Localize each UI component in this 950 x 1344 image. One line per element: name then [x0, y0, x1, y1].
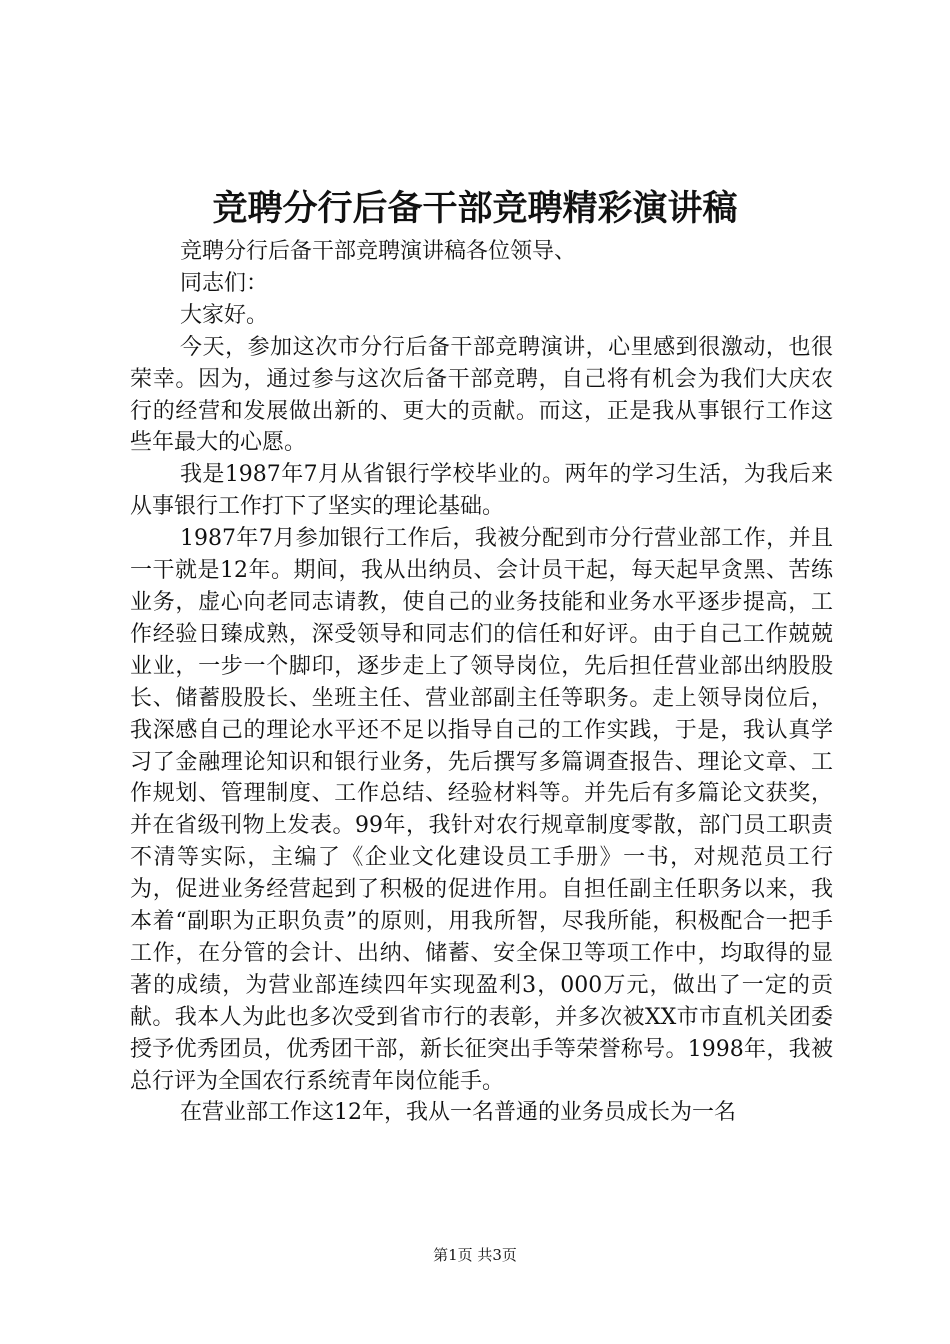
document-title: 竞聘分行后备干部竞聘精彩演讲稿 — [212, 188, 738, 229]
greeting-line: 同志们： — [180, 270, 269, 296]
body-paragraph: 在营业部工作这12年，我从一名普通的业务员成长为一名 — [180, 1100, 736, 1126]
body-paragraph: 今天，参加这次市分行后备干部竞聘演讲，心里感到很激动，也很荣幸。因为，通过参与这次后备干部竞聘，自己将有机会为我们大庆农行的经营和发展做出新的、更大的贡献。而这，正是我从事银行工作这些年最大的心愿。 — [130, 334, 833, 456]
greeting-line: 大家好。 — [180, 302, 269, 328]
document-body — [130, 236, 833, 1129]
body-paragraph: 1987年7月参加银行工作后，我被分配到市分行营业部工作，并且一干就是12年。期间，我从出纳员、会计员干起，每天起早贪黑、苦练业务，虚心向老同志请教，使自己的业务技能和业务水平逐步提高，工作经验日臻成熟，深受领导和同志们的信任和好评。由于自己工作兢兢业业，一步一个脚印，逐步走上了领导岗位，先后担任营业部出纳股股长、储蓄股股长、坐班主任、营业部副主任等职务。走上领导岗位后，我深感自己的理论水平还不足以指导自己的工作实践，于是，我认真学习了金融理论知识和银行业务，先后撰写多篇调查报告、理论文章、工作规划、管理制度、工作总结、经验材料等。并先后有多篇论文获奖，并在省级刊物上发表。99年，我针对农行规章制度零散，部门员工职责不清等实际，主编了《企业文化建设员工手册》一书，对规范员工行为，促进业务经营起到了积极的促进作用。自担任副主任职务以来，我本着“副职为正职负责”的原则，用我所智，尽我所能，积极配合一把手工作，在分管的会计、出纳、储蓄、安全保卫等项工作中，均取得的显著的成绩，为营业部连续四年实现盈利3，000万元，做出了一定的贡献。我本人为此也多次受到省市行的表彰，并多次被XX市市直机关团委授予优秀团员，优秀团干部，新长征突出手等荣誉称号。1998年，我被总行评为全国农行系统青年岗位能手。 — [130, 526, 833, 1094]
body-paragraph: 我是1987年7月从省银行学校毕业的。两年的学习生活，为我后来从事银行工作打下了坚实的理论基础。 — [130, 462, 833, 520]
page-number-footer: 第1页 共3页 — [433, 1246, 517, 1264]
greeting-line: 竞聘分行后备干部竞聘演讲稿各位领导、 — [180, 239, 577, 264]
